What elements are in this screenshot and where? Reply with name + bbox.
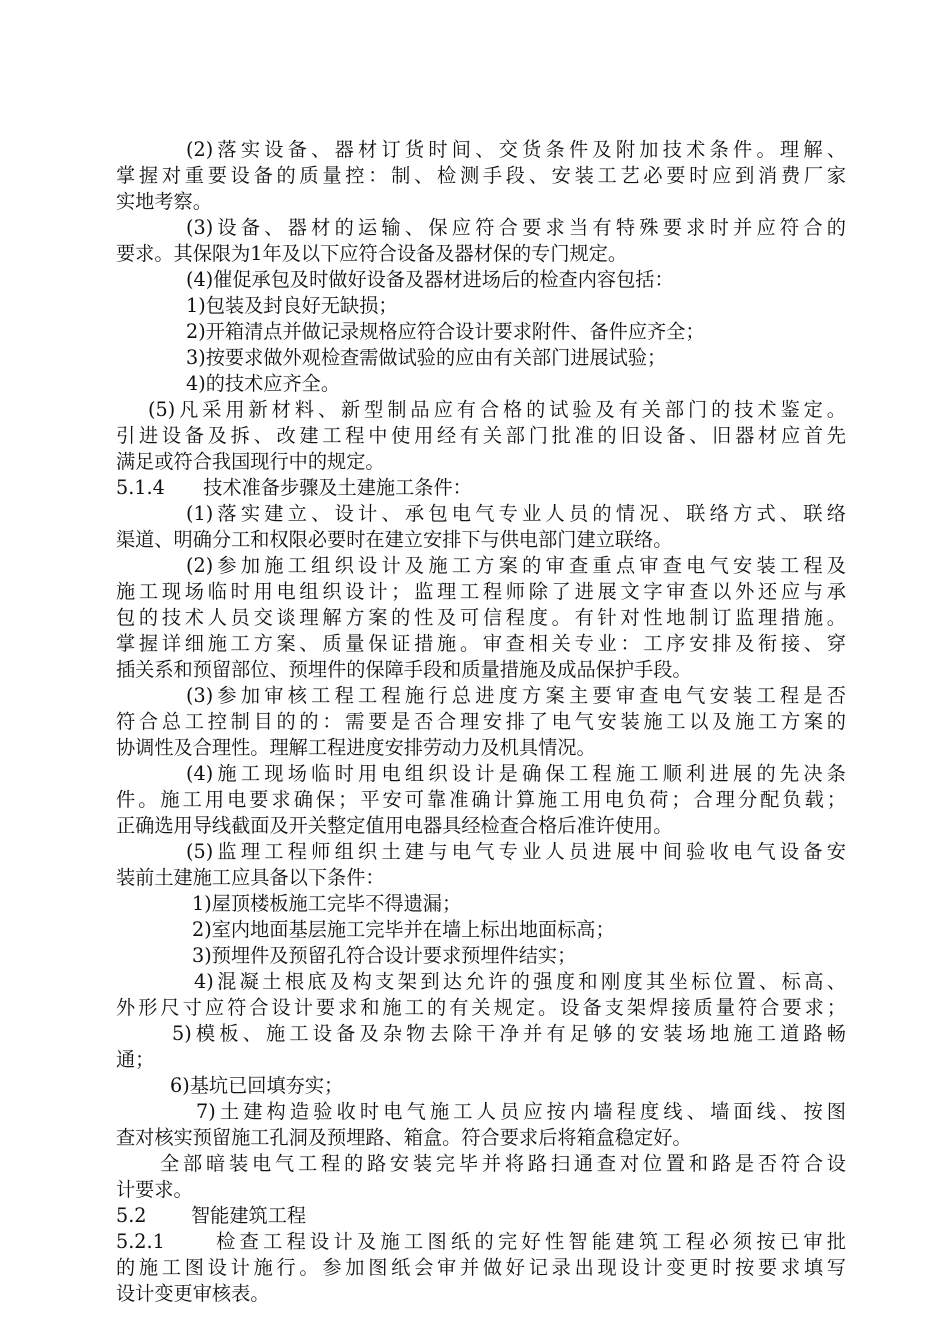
text-line: 全部暗装电气工程的路安装完毕并将路扫通查对位置和路是否符合设 [160,1152,846,1175]
text-line: 要求。其保限为1年及以下应符合设备及器材保的专门规定。 [116,242,628,265]
text-line: 3)预埋件及预留孔符合设计要求预埋件结实； [192,944,577,967]
text-line: 实地考察。 [116,190,212,213]
text-line: 施工现场临时用电组织设计；监理工程师除了进展文字审查以外还应与承 [116,580,846,603]
text-line: 设计变更审核表。 [116,1282,270,1305]
text-line: 引进设备及拆、改建工程中使用经有关部门批准的旧设备、旧器材应首先 [116,424,846,447]
text-line: 通； [116,1048,155,1071]
text-line: 2)开箱清点并做记录规格应符合设计要求附件、备件应齐全； [186,320,705,343]
text-line: 件。施工用电要求确保；平安可靠准确计算施工用电负荷；合理分配负载； [116,788,846,811]
text-line: (2)参加施工组织设计及施工方案的审查重点审查电气安装工程及 [186,554,846,577]
text-line: 协调性及合理性。理解工程进度安排劳动力及机具情况。 [116,736,596,759]
text-line: 7)土建构造验收时电气施工人员应按内墙程度线、墙面线、按图 [196,1100,846,1123]
text-line: 5)模板、施工设备及杂物去除干净并有足够的安装场地施工道路畅 [172,1022,846,1045]
text-line: 满足或符合我国现行中的规定。 [116,450,385,473]
text-line: (4)催促承包及时做好设备及器材进场后的检查内容包括： [186,268,674,291]
text-line: 渠道、明确分工和权限必要时在建立安排下与供电部门建立联络。 [116,528,673,551]
text-line: 5.1.4 技术准备步骤及土建施工条件： [116,476,472,499]
text-line: (2)落实设备、器材订货时间、交货条件及附加技术条件。理解、 [186,138,846,161]
text-line: (3)参加审核工程工程施行总进度方案主要审查电气安装工程是否 [186,684,846,707]
text-line: 1)包装及封良好无缺损； [186,294,398,317]
text-line: 外形尺寸应符合设计要求和施工的有关规定。设备支架焊接质量符合要求； [116,996,846,1019]
text-line: (5)凡采用新材料、新型制品应有合格的试验及有关部门的技术鉴定。 [148,398,846,421]
text-line: 包的技术人员交谈理解方案的性及可信程度。有针对性地制订监理措施。 [116,606,846,629]
text-line: 5.2.1 检查工程设计及施工图纸的完好性智能建筑工程必须按已审批 [116,1230,846,1253]
text-line: 4)的技术应齐全。 [186,372,341,395]
text-line: 1)屋顶楼板施工完毕不得遗漏； [192,892,462,915]
text-line: 2)室内地面基层施工完毕并在墙上标出地面标高； [192,918,615,941]
text-line: 插关系和预留部位、预埋件的保障手段和质量措施及成品保护手段。 [116,658,692,681]
text-line: 6)基坑已回填夯实； [170,1074,344,1097]
text-line: 的施工图设计施行。参加图纸会审并做好记录出现设计变更时按要求填写 [116,1256,846,1279]
text-line: (3)设备、器材的运输、保应符合要求当有特殊要求时并应符合的 [186,216,846,239]
text-line: 掌握对重要设备的质量控：制、检测手段、安装工艺必要时应到消费厂家 [116,164,846,187]
text-line: (4)施工现场临时用电组织设计是确保工程施工顺利进展的先决条 [186,762,846,785]
text-line: 5.2 智能建筑工程 [116,1204,307,1227]
text-line: 装前土建施工应具备以下条件： [116,866,385,889]
text-line: (1)落实建立、设计、承包电气专业人员的情况、联络方式、联络 [186,502,846,525]
text-line: 符合总工控制目的的：需要是否合理安排了电气安装施工以及施工方案的 [116,710,846,733]
text-line: 正确选用导线截面及开关整定值用电器具经检查合格后准许使用。 [116,814,673,837]
text-line: 查对核实预留施工孔洞及预埋路、箱盒。符合要求后将箱盒稳定好。 [116,1126,692,1149]
text-line: 掌握详细施工方案、质量保证措施。审查相关专业：工序安排及衔接、穿 [116,632,846,655]
text-line: 3)按要求做外观检查需做试验的应由有关部门进展试验； [186,346,667,369]
text-line: 4)混凝土根底及构支架到达允许的强度和刚度其坐标位置、标高、 [194,970,846,993]
text-line: 计要求。 [116,1178,193,1201]
text-line: (5)监理工程师组织土建与电气专业人员进展中间验收电气设备安 [186,840,846,863]
